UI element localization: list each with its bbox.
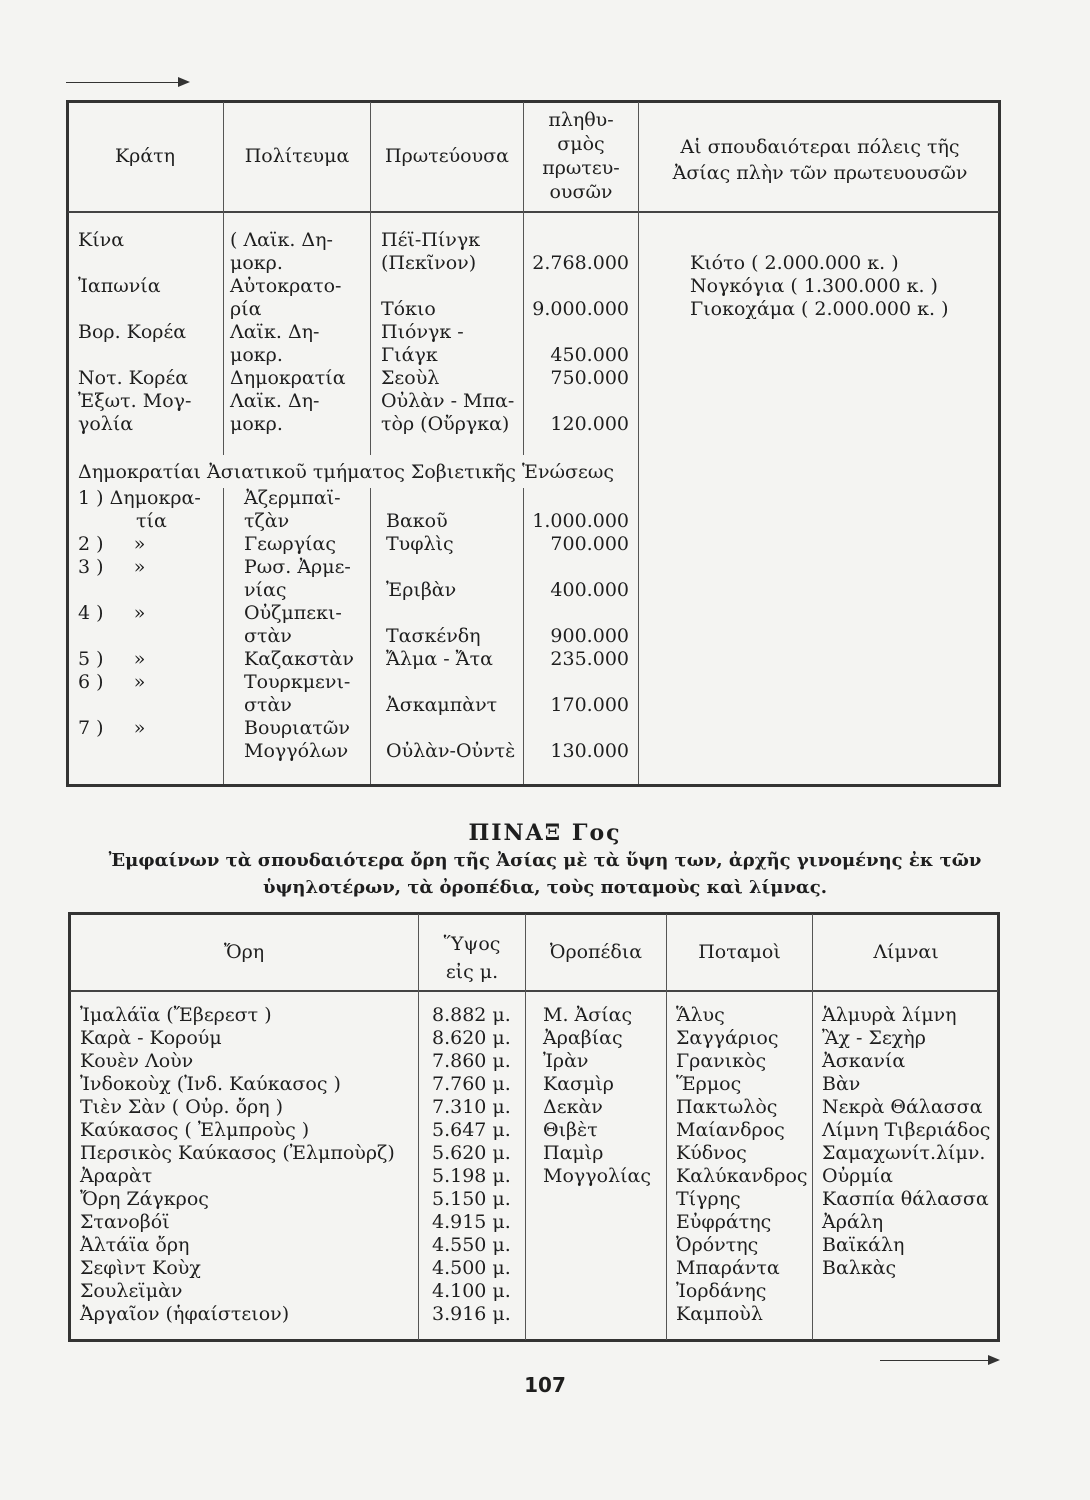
height-item: 8.620 μ.: [432, 1027, 511, 1049]
soviet-republic: Οὐζμπεκι-: [244, 602, 342, 624]
plateau-item: Θιβὲτ: [543, 1119, 598, 1141]
header-regime: Πολίτευμα: [244, 145, 350, 167]
soviet-capital: Ἄλμα - Ἄτα: [386, 648, 493, 670]
soviet-capital: Βακοῦ: [386, 510, 448, 532]
cell-capital: Πιόνγκ -: [381, 321, 464, 343]
height-item: 5.620 μ.: [432, 1142, 511, 1164]
cell-capital: Σεοὺλ: [381, 367, 440, 389]
cell-regime: μοκρ.: [230, 344, 283, 366]
cell-regime: Αὐτοκρατο-: [230, 275, 342, 297]
header-states: Κράτη: [114, 145, 176, 167]
soviet-number: 6 ) »: [78, 671, 146, 693]
cell-capital: Γιάγκ: [381, 344, 438, 366]
cell-population: 2.768.000: [532, 252, 629, 274]
plateau-item: Μογγολίας: [543, 1165, 652, 1187]
cell-regime: ( Λαϊκ. Δη-: [230, 229, 333, 251]
table1-col-divider: [638, 102, 639, 784]
header-capital: Πρωτεύουσα: [385, 145, 509, 167]
header-cities-line: Ἀσίας πλὴν τῶν πρωτευουσῶν: [672, 162, 968, 184]
soviet-number: 2 ) »: [78, 533, 146, 555]
header-mountains: Ὄρη: [223, 941, 265, 963]
lake-item: Νεκρὰ Θάλασσα: [822, 1096, 983, 1118]
soviet-republic: νίας: [244, 579, 287, 601]
plateau-item: Παμὶρ: [543, 1142, 604, 1164]
plateau-item: Κασμὶρ: [543, 1073, 614, 1095]
lake-item: Οὐρμία: [822, 1165, 893, 1187]
cell-state: Κίνα: [78, 229, 125, 251]
height-item: 3.916 μ.: [432, 1303, 511, 1325]
cell-regime: Δημοκρατία: [230, 367, 346, 389]
header-height-line: Ὕψος: [443, 933, 501, 955]
lake-item: Ἂχ - Σεχὴρ: [822, 1027, 926, 1049]
header-cities: [641, 134, 999, 186]
cell-capital: Πέϊ-Πίνγκ: [381, 229, 481, 251]
mountain-item: Στανοβόϊ: [80, 1211, 170, 1233]
height-item: 5.198 μ.: [432, 1165, 511, 1187]
height-item: 7.310 μ.: [432, 1096, 511, 1118]
mountain-item: Κουὲν Λοὺν: [80, 1050, 194, 1072]
river-item: Καμποὺλ: [676, 1303, 763, 1325]
plateau-item: Ἀραβίας: [543, 1027, 623, 1049]
soviet-capital: Ἐριβὰν: [386, 579, 457, 601]
soviet-capital: Οὐλὰν-Οὐντὲ: [386, 740, 516, 762]
mountain-item: Ἰμαλάϊα (Ἔβερεστ ): [80, 1004, 272, 1026]
cell-capital: (Πεκῖνον): [381, 252, 477, 274]
heights-column: [432, 1004, 511, 1326]
cell-population: 450.000: [550, 344, 629, 366]
table2-title: ΠΙΝΑΞ Γος: [468, 820, 622, 846]
page-number: 107: [524, 1373, 566, 1397]
table2-caption-line1: Ἐμφαίνων τὰ σπουδαιότερα ὄρη τῆς Ἀσίας μὲ τὰ ὕψη των, ἀρχῆς γινομένης ἐκ τῶν: [108, 850, 982, 871]
river-item: Γρανικὸς: [676, 1050, 767, 1072]
header-plateaus: Ὀροπέδια: [549, 941, 643, 963]
soviet-population: 900.000: [550, 625, 629, 647]
cell-capital: τὸρ (Οὔργκα): [381, 413, 510, 435]
height-item: 5.150 μ.: [432, 1188, 511, 1210]
bottom-arrow: [880, 1360, 998, 1361]
top-arrow: [66, 82, 188, 83]
plateau-item: Δεκὰν: [543, 1096, 603, 1118]
cell-population: 120.000: [550, 413, 629, 435]
soviet-republic: Ἀζερμπαϊ-: [244, 487, 341, 509]
lake-item: Ἀράλη: [822, 1211, 884, 1233]
river-item: Καλύκανδρος: [676, 1165, 808, 1187]
soviet-number: 1 ) Δημοκρα-: [78, 487, 201, 509]
soviet-republic: στὰν: [244, 625, 292, 647]
city-item: Νογκόγια ( 1.300.000 κ. ): [690, 275, 938, 297]
height-item: 4.550 μ.: [432, 1234, 511, 1256]
header-rivers: Ποταμοὶ: [698, 941, 781, 963]
river-item: Ἕρμος: [676, 1073, 742, 1095]
soviet-population: 170.000: [550, 694, 629, 716]
cell-capital: Οὐλὰν - Μπα-: [381, 390, 515, 412]
mountain-item: Ὄρη Ζάγκρος: [80, 1188, 209, 1210]
cell-regime: Λαϊκ. Δη-: [230, 321, 320, 343]
rivers-column: [676, 1004, 808, 1326]
soviet-capital: Τασκένδη: [386, 625, 481, 647]
river-item: Ἰορδάνης: [676, 1280, 767, 1302]
river-item: Εὐφράτης: [676, 1211, 772, 1233]
cell-state: Ἐξωτ. Μογ-: [78, 390, 192, 412]
river-item: Ὀρόντης: [676, 1234, 759, 1256]
lakes-column: [822, 1004, 990, 1280]
soviet-population: 1.000.000: [532, 510, 629, 532]
soviet-republic: Ρωσ. Ἀρμε-: [244, 556, 351, 578]
mountain-item: Ἀργαῖον (ἡφαίστειον): [80, 1303, 290, 1325]
height-item: 7.860 μ.: [432, 1050, 511, 1072]
table1-col-divider: [223, 102, 224, 455]
soviet-population: 400.000: [550, 579, 629, 601]
cell-population: 9.000.000: [532, 298, 629, 320]
table1-col-divider: [523, 488, 524, 784]
river-item: Κύδνος: [676, 1142, 747, 1164]
soviet-republic: τζὰν: [244, 510, 290, 532]
lake-item: Βὰν: [822, 1073, 861, 1095]
cell-state: Βορ. Κορέα: [78, 321, 187, 343]
soviet-number: 4 ) »: [78, 602, 146, 624]
height-item: 8.882 μ.: [432, 1004, 511, 1026]
plateaus-column: [543, 1004, 651, 1188]
lake-item: Ἀσκανία: [822, 1050, 906, 1072]
lake-item: Κασπία θάλασσα: [822, 1188, 989, 1210]
table2-col-divider: [666, 914, 667, 1340]
mountains-column: [80, 1004, 395, 1326]
city-item: Γιοκοχάμα ( 2.000.000 κ. ): [690, 298, 949, 320]
soviet-number: 7 ) »: [78, 717, 146, 739]
soviet-number: 3 ) »: [78, 556, 146, 578]
cell-regime: Λαϊκ. Δη-: [230, 390, 320, 412]
height-item: 4.915 μ.: [432, 1211, 511, 1233]
soviet-capital: Τυφλὶς: [386, 533, 454, 555]
river-item: Πακτωλὸς: [676, 1096, 778, 1118]
city-item: Κιότο ( 2.000.000 κ. ): [690, 252, 899, 274]
table1-col-divider: [223, 488, 224, 784]
soviet-republic: Βουριατῶν: [244, 717, 350, 739]
lake-item: Ἁλμυρὰ λίμνη: [822, 1004, 957, 1026]
cell-regime: μοκρ.: [230, 413, 283, 435]
lake-item: Λίμνη Τιβεριάδος: [822, 1119, 991, 1141]
height-item: 4.100 μ.: [432, 1280, 511, 1302]
soviet-number: 5 ) »: [78, 648, 146, 670]
river-item: Σαγγάριος: [676, 1027, 779, 1049]
mountain-item: Ἀλτάϊα ὄρη: [80, 1234, 190, 1256]
header-pop-line: πληθυ-: [548, 109, 614, 131]
soviet-republic: Καζακστὰν: [244, 648, 354, 670]
soviet-population: 130.000: [550, 740, 629, 762]
soviet-population: 700.000: [550, 533, 629, 555]
table1-col-divider: [370, 102, 371, 455]
cell-state: Νοτ. Κορέα: [78, 367, 189, 389]
height-item: 5.647 μ.: [432, 1119, 511, 1141]
header-lakes: Λίμναι: [873, 941, 939, 963]
table2-col-divider: [418, 914, 419, 1340]
cell-population: 750.000: [550, 367, 629, 389]
header-pop-line: ουσῶν: [549, 181, 613, 203]
plateau-item: Μ. Ἀσίας: [543, 1004, 633, 1026]
cell-regime: ρία: [230, 298, 262, 320]
soviet-republic: στὰν: [244, 694, 292, 716]
soviet-republic: Γεωργίας: [244, 533, 336, 555]
mountain-item: Περσικὸς Καύκασος (Ἐλμποὺρζ): [80, 1142, 395, 1164]
table2-col-divider: [525, 914, 526, 1340]
plateau-item: Ἰρὰν: [543, 1050, 589, 1072]
cell-state: γολία: [78, 413, 134, 435]
soviet-number: τία: [136, 510, 167, 532]
header-height: [420, 930, 524, 986]
mountain-item: Σεφὶντ Κοὺχ: [80, 1257, 201, 1279]
header-population: [526, 108, 636, 204]
lake-item: Βαϊκάλη: [822, 1234, 905, 1256]
cell-capital: Τόκιο: [381, 298, 436, 320]
lake-item: Βαλκὰς: [822, 1257, 897, 1279]
table2-header-rule: [70, 990, 998, 992]
soviet-population: 235.000: [550, 648, 629, 670]
height-item: 7.760 μ.: [432, 1073, 511, 1095]
lake-item: Σαμαχωνίτ.λίμν.: [822, 1142, 986, 1164]
header-height-line: εἰς μ.: [445, 961, 499, 983]
soviet-heading: Δημοκρατίαι Ἀσιατικοῦ τμήματος Σοβιετικῆς Ἑνώσεως: [78, 461, 614, 483]
mountain-item: Καρὰ - Κορούμ: [80, 1027, 222, 1049]
soviet-republic: Τουρκμενι-: [244, 671, 351, 693]
soviet-republic: Μογγόλων: [244, 740, 349, 762]
table2-col-divider: [812, 914, 813, 1340]
river-item: Ἅλυς: [676, 1004, 725, 1026]
table1-col-divider: [523, 102, 524, 455]
mountain-item: Ἰνδοκοὺχ (Ἰνδ. Καύκασος ): [80, 1073, 341, 1095]
header-cities-line: Αἱ σπουδαιότεραι πόλεις τῆς: [680, 136, 960, 158]
table1-header-rule: [68, 211, 999, 213]
soviet-capital: Ἀσκαμπὰντ: [386, 694, 498, 716]
mountain-item: Καύκασος ( Ἐλμπροὺς ): [80, 1119, 310, 1141]
height-item: 4.500 μ.: [432, 1257, 511, 1279]
cell-regime: μοκρ.: [230, 252, 283, 274]
mountain-item: Σουλεϊμὰν: [80, 1280, 183, 1302]
river-item: Μπαράντα: [676, 1257, 780, 1279]
mountain-item: Ἀραρὰτ: [80, 1165, 153, 1187]
cell-state: Ἰαπωνία: [78, 275, 161, 297]
table1-col-divider: [370, 488, 371, 784]
header-pop-line: πρωτευ-: [542, 157, 620, 179]
river-item: Μαίανδρος: [676, 1119, 785, 1141]
mountain-item: Τιὲν Σὰν ( Οὐρ. ὄρη ): [80, 1096, 284, 1118]
river-item: Τίγρης: [676, 1188, 741, 1210]
table2-caption-line2: ὑψηλοτέρων, τὰ ὀροπέδια, τοὺς ποταμοὺς καὶ λίμνας.: [262, 877, 828, 898]
header-pop-line: σμὸς: [557, 133, 605, 155]
